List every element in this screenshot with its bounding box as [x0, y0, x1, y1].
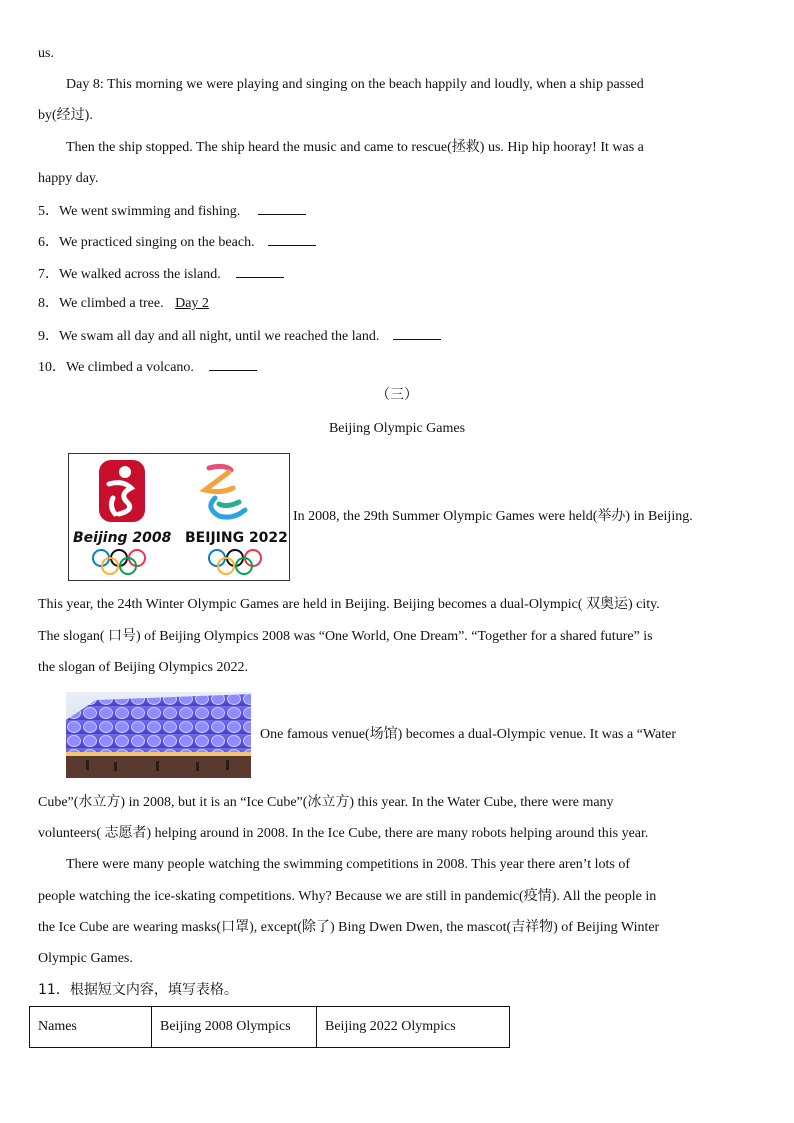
- paragraph-cube: Cube”(水立方) in 2008, but it is an “Ice Cube”(冰立方) this year. In the Water Cube, there were many: [38, 795, 614, 810]
- question-6-text: 6．We practiced singing on the beach.: [38, 235, 255, 250]
- answer-blank-5[interactable]: [258, 200, 306, 215]
- water-cube-photo: [66, 692, 251, 778]
- section-heading: （三）: [376, 388, 418, 403]
- beijing-2022-caption: BEIJING 2022: [185, 530, 288, 546]
- answer-blank-6[interactable]: [268, 231, 316, 246]
- line-us: us.: [38, 46, 54, 61]
- question-5-text: 5．We went swimming and fishing.: [38, 204, 241, 219]
- paragraph-pandemic: people watching the ice-skating competitions. Why? Because we are still in pandemic(疫情). All the people in: [38, 889, 657, 904]
- table-header-names: Names: [30, 1007, 152, 1048]
- paragraph-watching: There were many people watching the swimming competitions in 2008. This year there aren’t lots of: [66, 857, 630, 872]
- passage-title: Beijing Olympic Games: [328, 421, 466, 436]
- day8-line: Day 8: This morning we were playing and singing on the beach happily and loudly, when a ship passed: [66, 77, 644, 92]
- question-10-text: 10．We climbed a volcano.: [38, 360, 194, 375]
- beijing-2022-emblem-icon: [205, 466, 245, 517]
- day8-line-cont: by(经过).: [38, 108, 93, 123]
- paragraph-end: Olympic Games.: [38, 951, 133, 966]
- table-header-2022: Beijing 2022 Olympics: [317, 1007, 510, 1048]
- paragraph-volunteers: volunteers( 志愿者) helping around in 2008. In the Ice Cube, there are many robots helping around this year.: [38, 826, 649, 841]
- question-6: [38, 231, 316, 253]
- question-9: [38, 325, 441, 347]
- table-row: [30, 1007, 510, 1048]
- rescue-line: Then the ship stopped. The ship heard the music and came to rescue(拯救) us. Hip hip hooray! It was a: [66, 140, 644, 155]
- olympic-logos-image: [68, 453, 290, 581]
- paragraph-2022-games: This year, the 24th Winter Olympic Games are held in Beijing. Beijing becomes a dual-Olympic( 双奥运) city.: [38, 597, 660, 612]
- question-11: 11．根据短文内容，填写表格。: [38, 982, 238, 998]
- happy-day-line: happy day.: [38, 171, 99, 186]
- question-8-text: 8．We climbed a tree.: [38, 296, 164, 311]
- question-7: [38, 263, 284, 285]
- question-5: [38, 200, 306, 222]
- question-9-text: 9．We swam all day and all night, until we reached the land.: [38, 329, 380, 344]
- paragraph-2008-games: In 2008, the 29th Summer Olympic Games were held(举办) in Beijing.: [293, 509, 693, 524]
- answer-blank-9[interactable]: [393, 325, 441, 340]
- paragraph-venue: One famous venue(场馆) becomes a dual-Olympic venue. It was a “Water: [260, 727, 676, 742]
- beijing-2008-emblem-icon: [99, 460, 145, 522]
- paragraph-slogan: The slogan( 口号) of Beijing Olympics 2008 was “One World, One Dream”. “Together for a shared future” is: [38, 629, 653, 644]
- question-10: [38, 356, 257, 378]
- answer-8: Day 2: [175, 296, 209, 311]
- olympic-rings-left-icon: [93, 550, 145, 574]
- olympic-rings-right-icon: [209, 550, 261, 574]
- paragraph-slogan-cont: the slogan of Beijing Olympics 2022.: [38, 660, 248, 675]
- question-7-text: 7．We walked across the island.: [38, 267, 221, 282]
- answer-table: [29, 1006, 510, 1048]
- answer-blank-7[interactable]: [236, 263, 284, 278]
- table-header-2008: Beijing 2008 Olympics: [152, 1007, 317, 1048]
- answer-blank-10[interactable]: [209, 356, 257, 371]
- question-8: [38, 294, 209, 314]
- paragraph-masks: the Ice Cube are wearing masks(口罩), except(除了) Bing Dwen Dwen, the mascot(吉祥物) of Beijing Winter: [38, 920, 660, 935]
- beijing-2008-caption: Beijing 2008: [73, 530, 172, 546]
